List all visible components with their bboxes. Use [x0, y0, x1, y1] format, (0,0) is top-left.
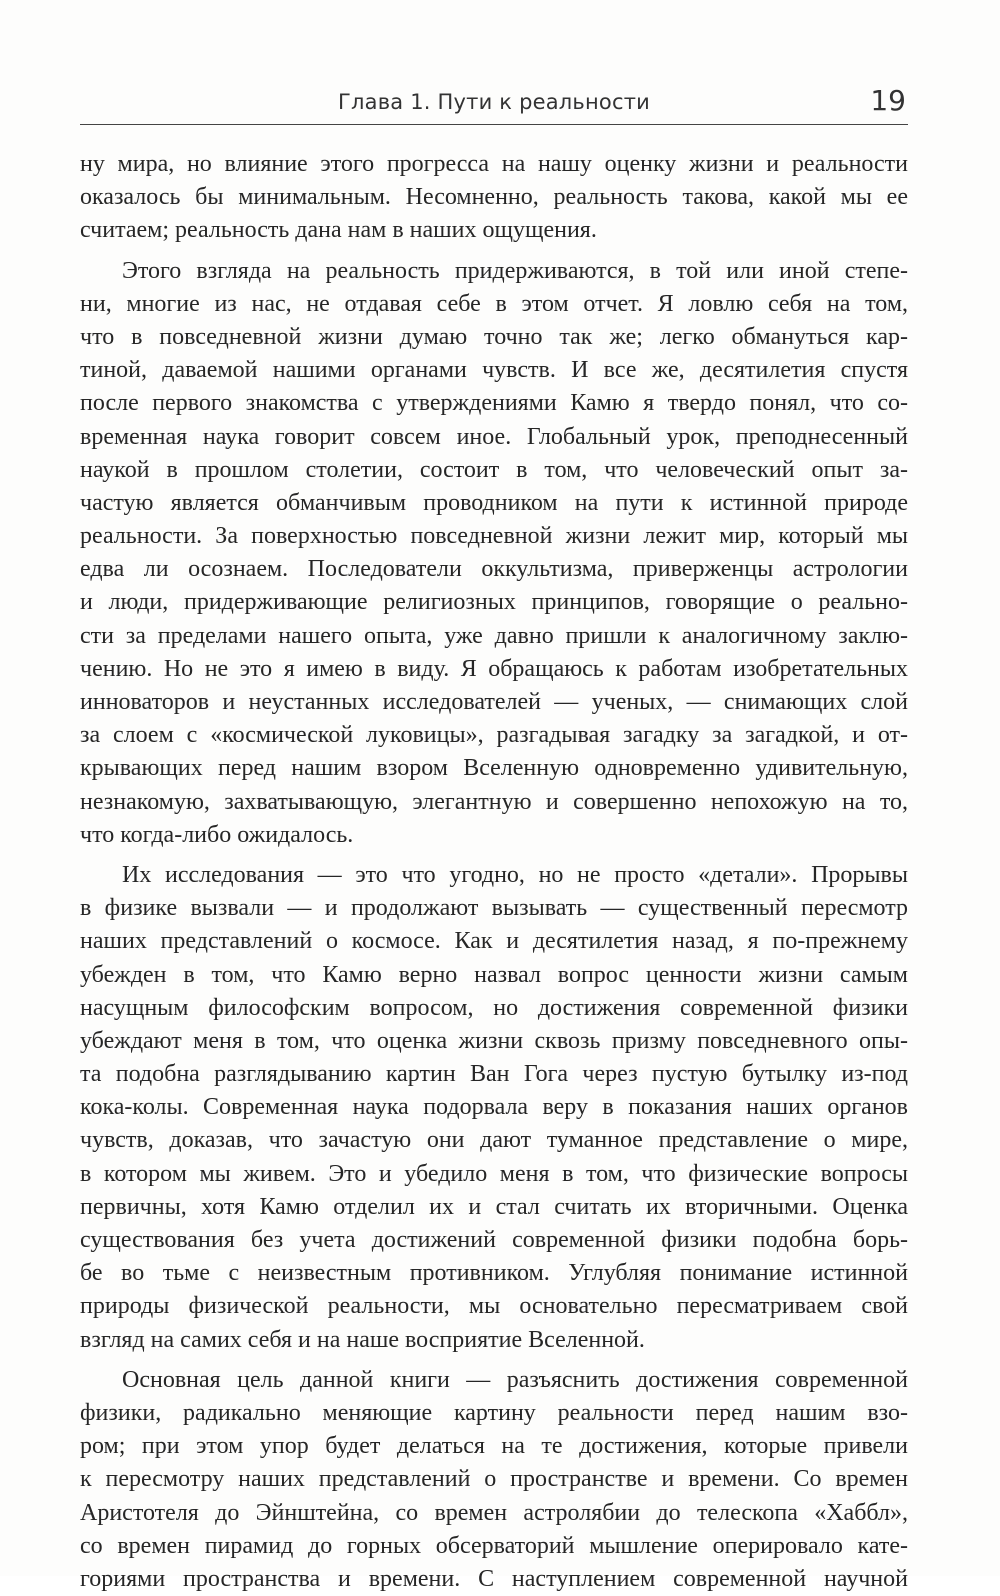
text-line: едва ли осознаем. Последователи оккультизма, приверженцы астрологии [80, 556, 908, 583]
text-line: бе во тьме с неизвестным противником. Углубляя понимание истинной [80, 1260, 908, 1287]
text-line: тиной, даваемой нашими органами чувств. И все же, десятилетия спустя [80, 357, 908, 384]
text-line: кока-колы. Современная наука подорвала веру в показания наших органов [80, 1094, 908, 1121]
text-line: наукой в прошлом столетии, состоит в том, что человеческий опыт за- [80, 456, 908, 483]
text-line: взгляд на самих себя и на наше восприятие Вселенной. [80, 1326, 645, 1353]
text-line: считаем; реальность дана нам в наших ощущения. [80, 217, 597, 244]
text-line: что когда-либо ожидалось. [80, 821, 354, 848]
text-line: ну мира, но влияние этого прогресса на нашу оценку жизни и реальности [80, 151, 908, 177]
text-line: временная наука говорит совсем иное. Глобальный урок, преподнесенный [80, 423, 908, 450]
text-line: после первого знакомства с утверждениями Камю я твердо понял, что со- [80, 390, 908, 417]
text-line: ром; при этом упор будет делаться на те достижения, которые привели [80, 1433, 908, 1460]
paragraph [80, 148, 908, 248]
text-line: чению. Но не это я имею в виду. Я обращаюсь к работам изобретательных [80, 655, 908, 682]
body-text [80, 148, 908, 1596]
text-line: та подобна разглядыванию картин Ван Гога через пустую бутылку из-под [80, 1061, 908, 1088]
text-line: что в повседневной жизни думаю точно так же; легко обмануться кар- [80, 323, 908, 350]
text-line: и люди, придерживающие религиозных принципов, говорящие о реально- [80, 589, 908, 616]
paragraph [80, 255, 908, 852]
text-line: в физике вызвали — и продолжают вызывать — существенный пересмотр [80, 895, 908, 922]
text-line: за слоем с «космической луковицы», разгадывая загадку за загадкой, и от- [80, 722, 908, 749]
text-line: Их исследования — это что угодно, но не просто «детали». Прорывы [122, 861, 908, 888]
text-line: реальности. За поверхностью повседневной жизни лежит мир, который мы [80, 523, 908, 550]
text-line: физики, радикально меняющие картину реальности перед нашим взо- [80, 1399, 908, 1426]
text-line: крывающих перед нашим взором Вселенную одновременно удивительную, [80, 755, 908, 782]
paragraph [80, 859, 908, 1357]
text-line: первичны, хотя Камю отделил их и стал считать их вторичными. Оценка [80, 1193, 908, 1220]
chapter-title: Глава 1. Пути к реальности [338, 90, 650, 114]
text-line: чувств, доказав, что зачастую они дают туманное представление о мире, [80, 1127, 908, 1154]
text-line: ни, многие из нас, не отдавая себе в этом отчет. Я ловлю себя на том, [80, 290, 908, 317]
text-line: частую является обманчивым проводником на пути к истинной природе [80, 489, 908, 516]
text-line: существования без учета достижений современной физики подобна борь- [80, 1227, 908, 1253]
text-line: Этого взгляда на реальность придерживаются, в той или иной степе- [122, 257, 908, 284]
text-line: гориями пространства и времени. С наступлением современной научной [80, 1565, 908, 1592]
text-line: убеждают меня в том, что оценка жизни сквозь призму повседневного опы- [80, 1027, 908, 1054]
text-line: насущным философским вопросом, но достижения современной физики [80, 994, 908, 1021]
text-line: инноваторов и неустанных исследователей — ученых, — снимающих слой [80, 689, 908, 715]
text-line: оказалось бы минимальным. Несомненно, реальность такова, какой мы ее [80, 184, 908, 211]
text-line: Аристотеля до Эйнштейна, со времен астролябии до телескопа «Хаббл», [80, 1499, 908, 1526]
text-line: к пересмотру наших представлений о пространстве и времени. Со времен [80, 1466, 908, 1493]
text-line: в котором мы живем. Это и убедило меня в том, что физические вопросы [80, 1160, 908, 1187]
page-number: 19 [870, 84, 906, 117]
text-line: убежден в том, что Камю верно назвал вопрос ценности жизни самым [80, 961, 908, 988]
text-line: природы физической реальности, мы основательно пересматриваем свой [80, 1293, 908, 1320]
paragraph [80, 1364, 908, 1596]
text-line: сти за пределами нашего опыта, уже давно пришли к аналогичному заклю- [80, 622, 908, 649]
text-line: со времен пирамид до горных обсерваторий мышление оперировало кате- [80, 1532, 908, 1559]
running-header [80, 84, 908, 125]
text-line: Основная цель данной книги — разъяснить достижения современной [122, 1366, 908, 1393]
text-line: незнакомую, захватывающую, элегантную и совершенно непохожую на то, [80, 788, 908, 815]
text-line: наших представлений о космосе. Как и десятилетия назад, я по-прежнему [80, 928, 908, 955]
